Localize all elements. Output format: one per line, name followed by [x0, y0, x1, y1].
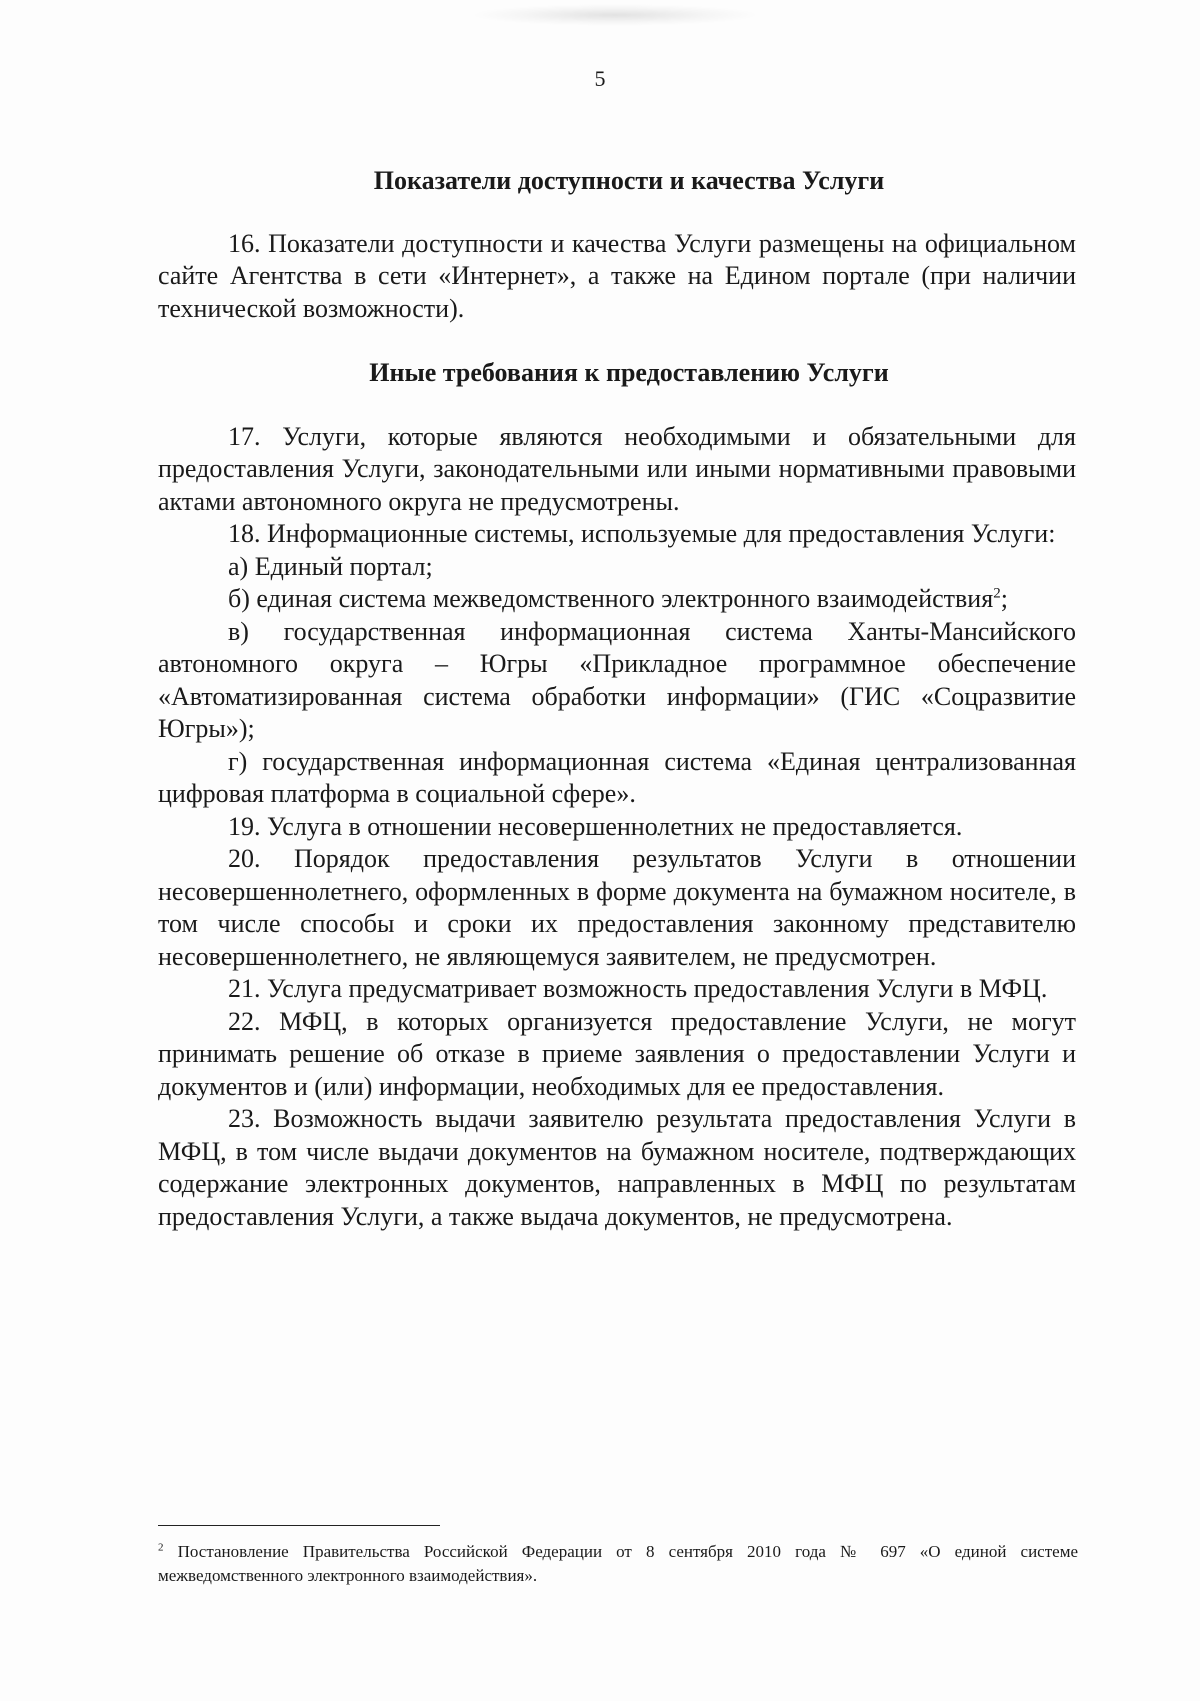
list-item-b-tail: ;	[1000, 584, 1008, 613]
footnote-divider	[158, 1525, 440, 1526]
footnote	[158, 1540, 1078, 1588]
paragraph-21: 21. Услуга предусматривает возможность предоставления Услуги в МФЦ.	[228, 974, 1048, 1003]
document-body	[158, 165, 1076, 1233]
scan-artifact	[470, 4, 760, 26]
list-item-b-text: б) единая система межведомственного электронного взаимодействия	[228, 584, 994, 613]
paragraph-17: 17. Услуги, которые являются необходимыми и обязательными для предоставления Услуги, законодательными или иными нормативными правовыми актами автономного округа не предусмотрены.	[158, 421, 1076, 516]
paragraph-16: 16. Показатели доступности и качества Услуги размещены на официальном сайте Агентства в сети «Интернет», а также на Едином портале (при наличии технической возможности).	[158, 228, 1076, 323]
list-item-b	[158, 583, 1076, 616]
paragraph-22: 22. МФЦ, в которых организуется предоставление Услуги, не могут принимать решение об отказе в приеме заявления о предоставлении Услуги и документов и (или) информации, необходимых для ее предоставления.	[158, 1006, 1076, 1101]
paragraph-23: 23. Возможность выдачи заявителю результата предоставления Услуги в МФЦ, в том числе выдачи документов на бумажном носителе, подтверждающих содержание электронных документов, направленных в МФЦ по результатам предоставления Услуги, а также выдача документов, не предусмотрена.	[158, 1104, 1076, 1231]
footnote-text: Постановление Правительства Российской Федерации от 8 сентября 2010 года № 697 «О единой системе межведомственного электронного взаимодействия».	[158, 1542, 1079, 1585]
section-heading-availability: Показатели доступности и качества Услуги	[373, 166, 885, 195]
page-number: 5	[594, 66, 606, 91]
list-item-a: а) Единый портал;	[228, 551, 433, 581]
paragraph-20: 20. Порядок предоставления результатов Услуги в отношении несовершеннолетнего, оформленных в форме документа на бумажном носителе, в том числе способы и сроки их предоставления законному представителю несовершеннолетнего, не являющемуся заявителем, не предусмотрен.	[158, 844, 1076, 971]
footnote-number: 2	[158, 1541, 164, 1554]
paragraph-18: 18. Информационные системы, используемые для предоставления Услуги:	[228, 519, 1056, 548]
paragraph-19: 19. Услуга в отношении несовершеннолетних не предоставляется.	[228, 811, 963, 841]
section-heading-other-requirements: Иные требования к предоставлению Услуги	[369, 358, 889, 387]
list-item-v: в) государственная информационная система Ханты-Мансийского автономного округа – Югры «Прикладное программное обеспечение «Автоматизированная система обработки информации» (ГИС «Соцразвитие Югры»);	[158, 616, 1076, 743]
footnote-reference: 2	[993, 585, 1001, 602]
list-item-g: г) государственная информационная система «Единая централизованная цифровая платформа в социальной сфере».	[158, 746, 1076, 808]
